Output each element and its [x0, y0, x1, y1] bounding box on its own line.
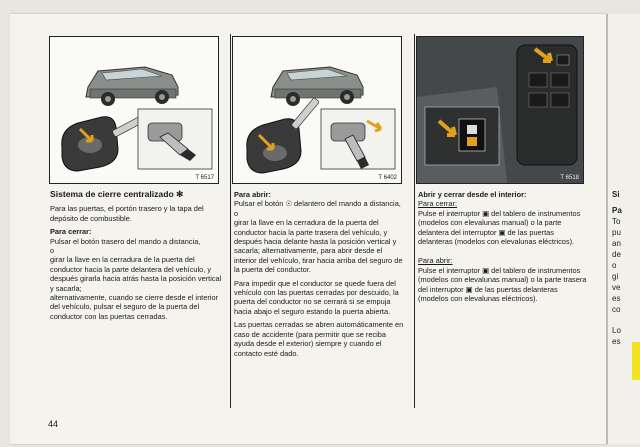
- subheading-open: Para abrir:: [234, 190, 271, 199]
- figure-illustration: [233, 37, 401, 183]
- figure-illustration: [417, 37, 583, 183]
- paragraph: Pulsar el botón trasero del mando a distancia,: [50, 236, 201, 246]
- door-lock-inset: [321, 109, 395, 169]
- next-page-line: pu: [612, 228, 621, 237]
- next-page-line: To: [612, 217, 621, 226]
- column-interior: [418, 190, 588, 307]
- paragraph: girar la llave en la cerradura de la puerta del conductor hacia la parte delantera del vehículo, y después girarla hacia atrás hasta la posición vertical y sacarla;: [50, 255, 222, 293]
- paragraph-or: o: [234, 208, 239, 218]
- figure-illustration: [50, 37, 218, 183]
- figure-code: T 6518: [560, 175, 579, 181]
- remote-key-icon: [247, 97, 320, 173]
- next-page-line: Lo: [612, 326, 621, 335]
- page-number: 44: [48, 419, 59, 429]
- intro-text: Para las puertas, el portón trasero y la tapa del depósito de combustible.: [50, 204, 204, 223]
- section-tab: [632, 342, 640, 380]
- paragraph: Las puertas cerradas se abren automáticamente en caso de accidente (para permitir que se reciba ayuda desde el exterior) siempre y cuando el contacto esté dado.: [234, 320, 404, 358]
- next-page-line: es: [612, 294, 621, 303]
- remote-key-icon: [62, 112, 151, 171]
- column-divider: [230, 34, 231, 408]
- subheading-close: Para cerrar:: [50, 227, 92, 237]
- next-page-sub-stub: Pa: [612, 206, 622, 215]
- paragraph: Para impedir que el conductor se quede fuera del vehículo con las puertas cerradas por descuido, la puerta del conductor no se cerrará si se empuja hacia abajo el seguro estando la puerta abierta.: [234, 278, 399, 316]
- subheading-open: Para abrir:: [418, 256, 453, 266]
- paragraph: Pulsar el botón ☉ delantero del mando a distancia,: [234, 199, 401, 209]
- paragraph: Pulse el interruptor ▣ del tablero de instrumentos (modelos con elevalunas manual) o la parte delantera del interruptor ▣ de las puertas delanteras (modelos con elevalunas eléctricos).: [418, 208, 581, 247]
- next-page-line: de: [612, 250, 621, 259]
- figure-code: T 6517: [195, 175, 214, 181]
- suv-icon: [86, 67, 178, 106]
- door-lock-inset: [138, 109, 212, 169]
- column-divider: [414, 34, 415, 408]
- paragraph: girar la llave en la cerradura de la puerta del conductor hacia la parte trasera del vehículo, y después hacia delante hasta la posición vertical y sacarla; alternativamente, para abrir desde el interior del vehículo, tirar hacia arriba del seguro de la puerta del conductor.: [234, 218, 403, 275]
- next-page-line: ve: [612, 283, 621, 292]
- figure-remote-lock: [49, 36, 219, 184]
- next-page-title-stub: Si: [612, 190, 620, 199]
- paragraph-or: o: [50, 246, 55, 256]
- section-title: Abrir y cerrar desde el interior:: [418, 190, 527, 199]
- column-central-locking: [50, 190, 222, 321]
- paragraph: Pulse el interruptor ▣ del tablero de instrumentos (modelos con elevalunas manual) o la parte trasera del interruptor ▣ de las puertas delanteras (modelos con elevalunas eléctricos).: [418, 265, 587, 304]
- next-page-edge: [606, 14, 640, 444]
- section-title: Sistema de cierre centralizado ✻: [50, 189, 184, 199]
- column-unlock: [234, 190, 406, 362]
- figure-interior-switch: [416, 36, 584, 184]
- figure-remote-unlock: [232, 36, 402, 184]
- dashboard-switch-inset: [425, 107, 499, 165]
- next-page-line: es: [612, 337, 621, 346]
- next-page-line: gi: [612, 272, 619, 281]
- paragraph: alternativamente, cuando se cierre desde el interior del vehículo, pulsar el seguro de la puerta del conductor con las puertas cerradas.: [50, 293, 219, 321]
- subheading-close: Para cerrar:: [418, 199, 458, 209]
- next-page-line: o: [612, 261, 617, 270]
- next-page-line: an: [612, 239, 621, 248]
- next-page-line: co: [612, 305, 621, 314]
- figure-code: T 6402: [378, 175, 397, 181]
